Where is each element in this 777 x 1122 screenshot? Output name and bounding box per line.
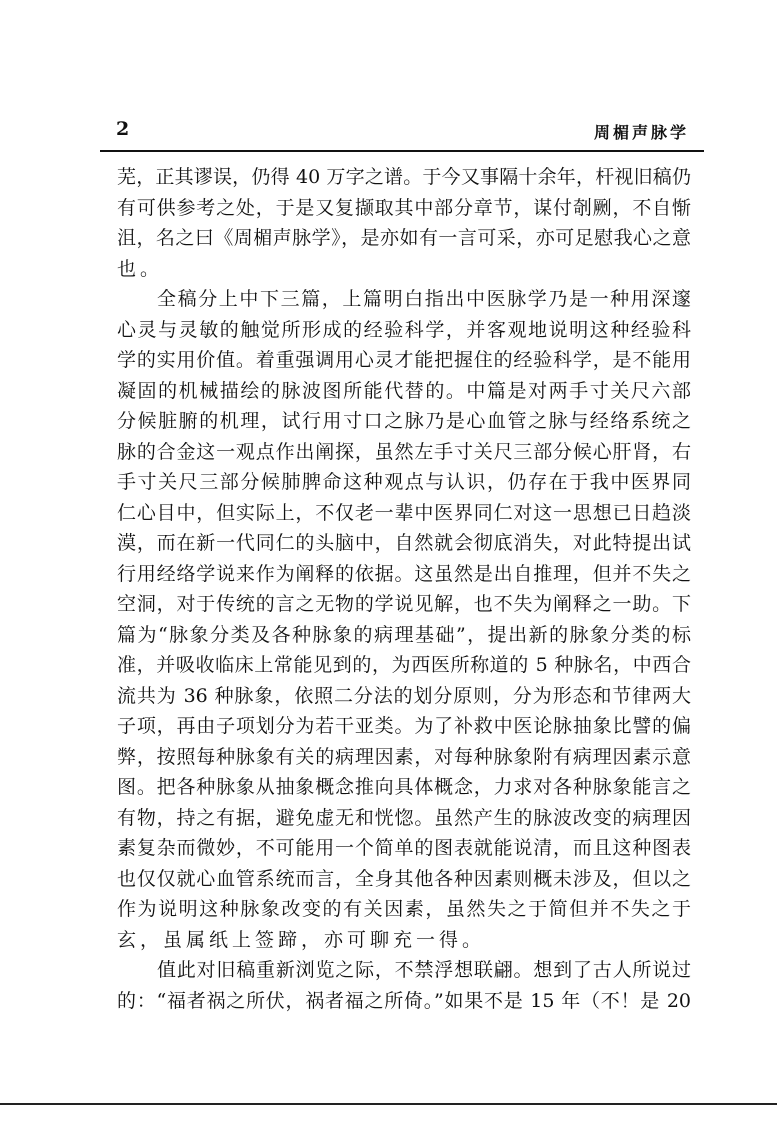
page-number: 2 xyxy=(116,118,130,140)
text-line: 子项，再由子项划分为若干亚类。为了补救中医论脉抽象比譬的偏 xyxy=(117,715,691,737)
text-line: 凝固的机械描绘的脉波图所能代替的。中篇是对两手寸关尺六部 xyxy=(117,379,691,402)
text-line: 分候脏腑的机理，试行用寸口之脉乃是心血管之脉与经络系统之 xyxy=(117,410,691,432)
text-line: 玄，虽属纸上签蹄，亦可聊充一得。 xyxy=(117,928,486,951)
text-line: 作为说明这种脉象改变的有关因素，虽然失之于简但并不失之于 xyxy=(117,898,691,920)
text-line: 心灵与灵敏的触觉所形成的经验科学，并客观地说明这种经验科 xyxy=(117,318,691,341)
text-line: 全稿分上中下三篇，上篇明白指出中医脉学乃是一种用深邃 xyxy=(157,288,691,310)
text-line: 篇为“脉象分类及各种脉象的病理基础”，提出新的脉象分类的标 xyxy=(117,623,691,646)
text-line: 值此对旧稿重新浏览之际，不禁浮想联翩。想到了古人所说过 xyxy=(157,959,691,981)
text-line: 也仅仅就心血管系统而言，全身其他各种因素则概未涉及，但以之 xyxy=(117,867,691,890)
text-line: 流共为 36 种脉象，依照二分法的划分原则，分为形态和节律两大 xyxy=(117,684,691,707)
text-line: 空洞，对于传统的言之无物的学说见解，也不失为阐释之一助。下 xyxy=(117,593,691,615)
text-line: 学的实用价值。着重强调用心灵才能把握住的经验科学，是不能用 xyxy=(117,349,691,371)
text-line: 有物，持之有据，避免虚无和恍惚。虽然产生的脉波改变的病理因 xyxy=(117,806,691,829)
text-line: 仁心目中，但实际上，不仅老一辈中医界同仁对这一思想已日趋淡 xyxy=(117,501,691,524)
text-line: 图。把各种脉象从抽象概念推向具体概念，力求对各种脉象能言之 xyxy=(117,776,691,798)
text-line: 手寸关尺三部分候肺脾命这种观点与认识，仍存在于我中医界同 xyxy=(117,471,691,493)
text-line: 沮，名之曰《周楣声脉学》，是亦如有一言可采，亦可足慰我心之意 xyxy=(117,227,691,249)
text-line: 脉的合金这一观点作出阐探，虽然左手寸关尺三部分候心肝肾，右 xyxy=(117,440,691,463)
text-line: 漠，而在新一代同仁的头脑中，自然就会彻底消失，对此特提出试 xyxy=(117,532,691,554)
text-line: 弊，按照每种脉象有关的病理因素，对每种脉象附有病理因素示意 xyxy=(117,745,691,768)
header-rule xyxy=(100,150,704,152)
text-line: 也。 xyxy=(117,257,164,280)
text-line: 素复杂而微妙，不可能用一个简单的图表就能说清，而且这种图表 xyxy=(117,837,691,859)
page-bottom-edge xyxy=(0,1103,777,1105)
body-text xyxy=(117,162,691,1016)
text-line: 芜，正其谬误，仍得 40 万字之谱。于今又事隔十余年，杆视旧稿仍 xyxy=(117,166,691,188)
running-title: 周楣声脉学 xyxy=(593,123,689,142)
text-line: 行用经络学说来作为阐释的依据。这虽然是出自推理，但并不失之 xyxy=(117,562,691,585)
text-line: 准，并吸收临床上常能见到的，为西医所称道的 5 种脉名，中西合 xyxy=(117,654,691,676)
text-line: 的：“福者祸之所伏，祸者福之所倚。”如果不是 15 年（不！是 20 xyxy=(117,989,691,1012)
text-line: 有可供参考之处，于是又复撷取其中部分章节，谋付剞劂，不自惭 xyxy=(117,196,691,219)
